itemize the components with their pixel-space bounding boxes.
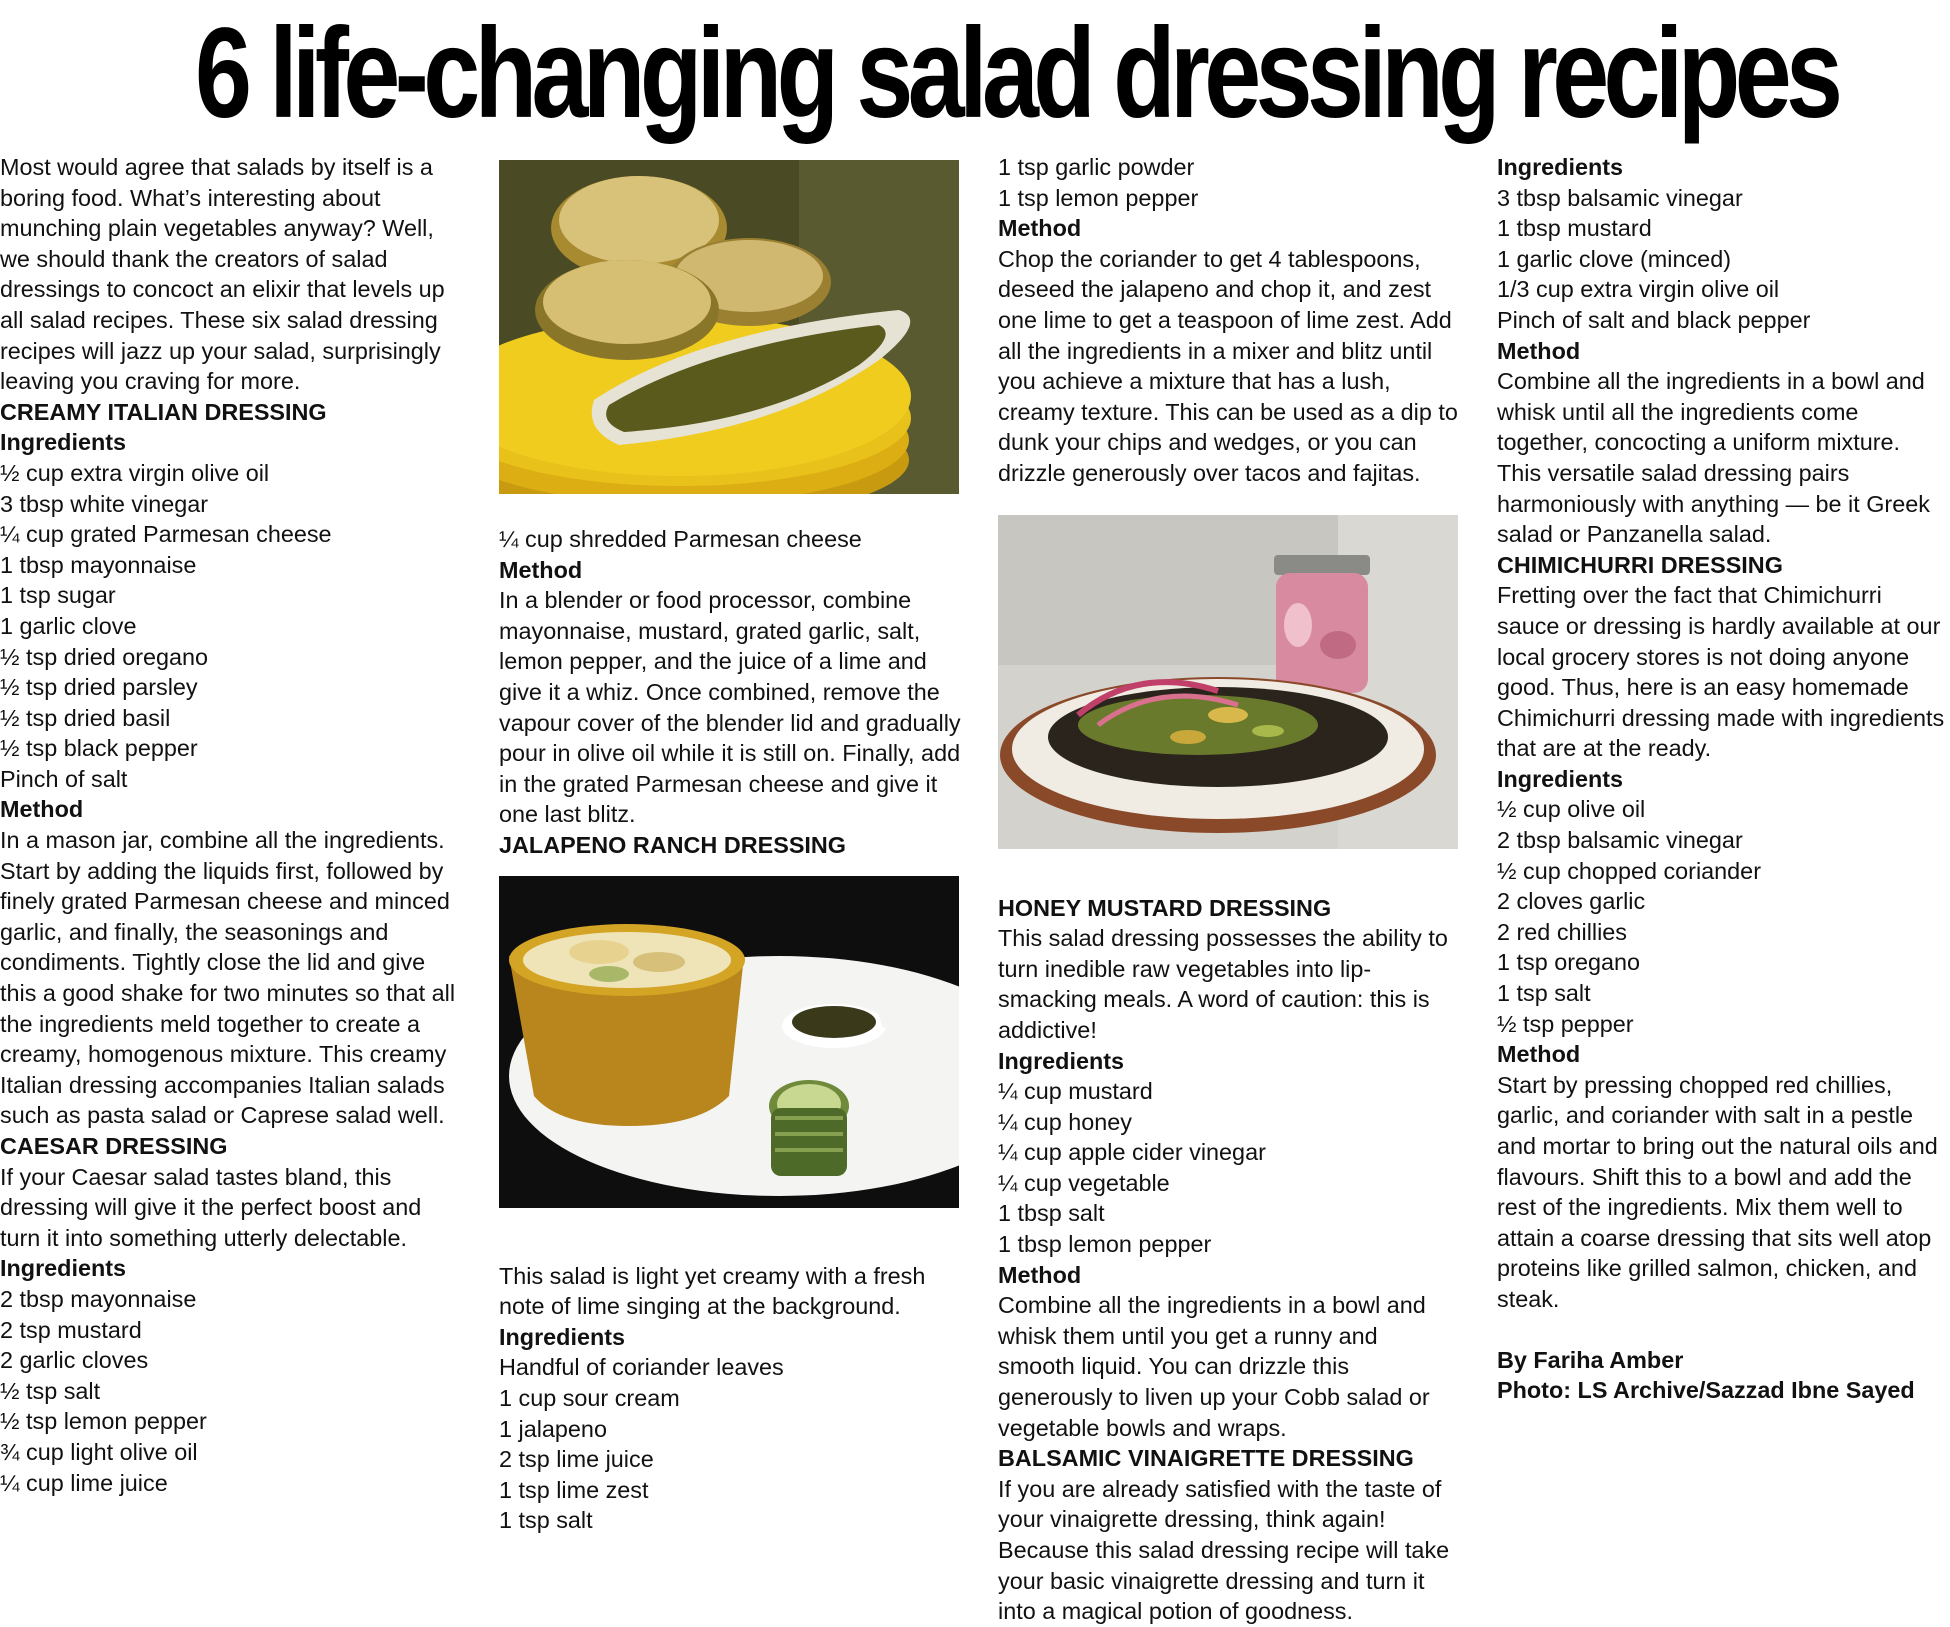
ingredient: 1 tsp lime zest <box>499 1476 649 1503</box>
honey-mustard-ingredient-list <box>998 1076 1460 1260</box>
ingredient: 3 tbsp balsamic vinegar <box>1497 184 1743 211</box>
ingredient: ½ tsp dried oregano <box>0 643 209 670</box>
ingredient: 2 red chillies <box>1497 918 1628 945</box>
ingredient: 1 tsp salt <box>499 1507 593 1534</box>
ingredient: 2 tsp mustard <box>0 1316 142 1343</box>
ingredient: 1 garlic clove (minced) <box>1497 245 1731 272</box>
jalapeno-ranch-method-label: Method <box>998 215 1082 242</box>
creamy-italian-ingredient-list <box>0 458 462 795</box>
honey-mustard-ingredients-label: Ingredients <box>998 1047 1125 1074</box>
caesar-intro: If your Caesar salad tastes bland, this dressing will give it the perfect boost and turn it into something utterly delectable. <box>0 1163 422 1251</box>
honey-mustard-title: HONEY MUSTARD DRESSING <box>998 894 1332 921</box>
salad-bowl-image <box>499 876 959 1208</box>
honey-mustard-method-label: Method <box>998 1261 1082 1288</box>
chimichurri-title: CHIMICHURRI DRESSING <box>1497 551 1783 578</box>
intro-paragraph: Most would agree that salads by itself is a boring food. What’s interesting about munching plain vegetables anyway? Well, we should thank the creators of salad dressings to concoct an elixir that levels up all salad recipes. These six salad dressing recipes will jazz up your salad, surprisingly leaving you craving for more. <box>0 154 445 395</box>
balsamic-ingredients-label: Ingredients <box>1497 154 1624 180</box>
column-1 <box>0 152 462 1498</box>
jalapeno-ranch-intro: This salad is light yet creamy with a fresh note of lime singing at the background. <box>499 1262 926 1320</box>
ingredient: 1 tbsp mayonnaise <box>0 551 197 578</box>
ingredient: Pinch of salt and black pepper <box>1497 306 1811 333</box>
caesar-method: In a blender or food processor, combine mayonnaise, mustard, grated garlic, salt, lemon pepper, and the juice of a lime and give it a whiz. Once combined, remove the vapour cover of the blender lid and gradually pour in olive oil while it is still on. Finally, add in the grated Parmesan cheese and give it one last blitz. <box>499 587 961 828</box>
ingredient: 1 tsp lemon pepper <box>998 184 1199 211</box>
caesar-ingredient-list-cont <box>499 524 961 555</box>
byline: By Fariha Amber <box>1497 1346 1684 1373</box>
photo-credit: Photo: LS Archive/Sazzad Ibne Sayed <box>1497 1377 1915 1404</box>
caesar-ingredient-list <box>0 1284 462 1498</box>
ingredient: ½ tsp pepper <box>1497 1010 1634 1037</box>
photo-salad-plate-jar <box>998 515 1458 849</box>
ingredient: ½ tsp black pepper <box>0 735 198 762</box>
ingredient: ¼ cup lime juice <box>0 1469 168 1496</box>
column-4 <box>1497 152 1950 1406</box>
chimichurri-method: Start by pressing chopped red chillies, garlic, and coriander with salt in a pestle and mortar to bring out the natural oils and flavours. Shift this to a bowl and add the rest of the ingredients. Mix them well to attain a coarse dressing that sits well atop proteins like grilled salmon, chicken, and steak. <box>1497 1071 1938 1312</box>
column-2 <box>499 152 961 1536</box>
creamy-italian-method: In a mason jar, combine all the ingredients. Start by adding the liquids first, followed by finely grated Parmesan cheese and minced garlic, and finally, the seasonings and condiments. Tightly close the lid and give this a good shake for two minutes so that all the ingredients meld together to create a creamy, homogenous mixture. This creamy Italian dressing accompanies Italian salads such as pasta salad or Caprese salad well. <box>0 827 456 1129</box>
headline: 6 life-changing salad dressing recipes <box>195 2 1838 145</box>
honey-mustard-intro: This salad dressing possesses the ability to turn inedible raw vegetables into lip-smacking meals. A word of caution: this is addictive! <box>998 925 1448 1043</box>
balsamic-method-label: Method <box>1497 337 1581 364</box>
ingredient: 1 tsp sugar <box>0 582 116 609</box>
jalapeno-ranch-ingredients-label: Ingredients <box>499 1323 626 1350</box>
caesar-title: CAESAR DRESSING <box>0 1133 228 1159</box>
caesar-method-label: Method <box>499 556 583 583</box>
ingredient: ½ tsp salt <box>0 1377 101 1404</box>
ingredient: 1 garlic clove <box>0 612 137 639</box>
ingredient: 1 tsp salt <box>1497 980 1591 1007</box>
jalapeno-ranch-method: Chop the coriander to get 4 tablespoons, deseed the jalapeno and chop it, and zest one lime to get a teaspoon of lime zest. Add all the ingredients in a mixer and blitz until you achieve a mixture that has a lush, creamy texture. This can be used as a dip to dunk your chips and wedges, or you can drizzle generously over tacos and fajitas. <box>998 245 1458 486</box>
photo-salad-bowl-cucumber <box>499 876 959 1208</box>
ingredient: 1 tbsp salt <box>998 1200 1105 1227</box>
ingredient: 1 tbsp lemon pepper <box>998 1231 1212 1258</box>
ingredient: Pinch of salt <box>0 765 128 792</box>
balsamic-method: Combine all the ingredients in a bowl and whisk until all the ingredients come together, concocting a uniform mixture. This versatile salad dressing pairs harmoniously with anything — be it Greek salad or Panzanella salad. <box>1497 368 1930 548</box>
ingredient: 1 tsp oregano <box>1497 949 1641 976</box>
ingredient: ½ cup olive oil <box>1497 796 1646 823</box>
ingredient: 1 cup sour cream <box>499 1384 680 1411</box>
chimichurri-method-label: Method <box>1497 1041 1581 1068</box>
ingredient: 1 jalapeno <box>499 1415 607 1442</box>
honey-mustard-method: Combine all the ingredients in a bowl and whisk them until you get a runny and smooth liquid. You can drizzle this generously to liven up your Cobb salad or vegetable bowls and wraps. <box>998 1292 1430 1441</box>
chimichurri-intro: Fretting over the fact that Chimichurri sauce or dressing is hardly available at our local grocery stores is not doing anyone good. Thus, here is an easy homemade Chimichurri dressing made with ingredients that are at the ready. <box>1497 582 1945 762</box>
caesar-ingredients-label: Ingredients <box>0 1255 127 1282</box>
ingredient: ¼ cup grated Parmesan cheese <box>0 521 332 548</box>
ingredient: ½ cup chopped coriander <box>1497 857 1761 884</box>
balsamic-ingredient-list <box>1497 183 1950 336</box>
ingredient: 2 tbsp mayonnaise <box>0 1285 197 1312</box>
ingredient: 1/3 cup extra virgin olive oil <box>1497 276 1780 303</box>
balsamic-intro: If you are already satisfied with the taste of your vinaigrette dressing, think again! Because this salad dressing recipe will take your basic vinaigrette dressing and turn it into a magical potion of goodness. <box>998 1475 1450 1625</box>
ingredient: ¼ cup shredded Parmesan cheese <box>499 526 862 552</box>
salad-plate-jar-image <box>998 515 1458 849</box>
jalapeno-ranch-title: JALAPENO RANCH DRESSING <box>499 831 846 858</box>
yellow-plate-dressing-image <box>499 160 959 494</box>
ingredient: 1 tsp garlic powder <box>998 154 1195 180</box>
ingredient: ¾ cup light olive oil <box>0 1438 198 1465</box>
ingredient: ¼ cup vegetable <box>998 1169 1170 1196</box>
creamy-italian-method-label: Method <box>0 796 84 823</box>
ingredient: ¼ cup apple cider vinegar <box>998 1139 1266 1166</box>
balsamic-title: BALSAMIC VINAIGRETTE DRESSING <box>998 1445 1414 1472</box>
photo-dressing-on-yellow-plates <box>499 160 959 494</box>
jalapeno-ranch-ingredient-list-cont <box>998 152 1460 213</box>
ingredient: ½ tsp dried parsley <box>0 674 198 701</box>
ingredient: 2 garlic cloves <box>0 1347 149 1374</box>
chimichurri-ingredient-list <box>1497 794 1950 1039</box>
creamy-italian-ingredients-label: Ingredients <box>0 429 127 456</box>
ingredient: Handful of coriander leaves <box>499 1354 784 1381</box>
ingredient: 1 tbsp mustard <box>1497 215 1652 242</box>
ingredient: ¼ cup honey <box>998 1108 1132 1135</box>
ingredient: ¼ cup mustard <box>998 1078 1153 1105</box>
ingredient: ½ cup extra virgin olive oil <box>0 459 270 486</box>
ingredient: ½ tsp dried basil <box>0 704 171 731</box>
ingredient: 2 tbsp balsamic vinegar <box>1497 827 1743 854</box>
jalapeno-ranch-ingredient-list <box>499 1352 961 1536</box>
creamy-italian-title: CREAMY ITALIAN DRESSING <box>0 398 327 425</box>
ingredient: 3 tbsp white vinegar <box>0 490 209 517</box>
ingredient: ½ tsp lemon pepper <box>0 1408 207 1435</box>
ingredient: 2 tsp lime juice <box>499 1446 654 1473</box>
ingredient: 2 cloves garlic <box>1497 888 1646 915</box>
chimichurri-ingredients-label: Ingredients <box>1497 765 1624 792</box>
column-3 <box>998 152 1460 1627</box>
